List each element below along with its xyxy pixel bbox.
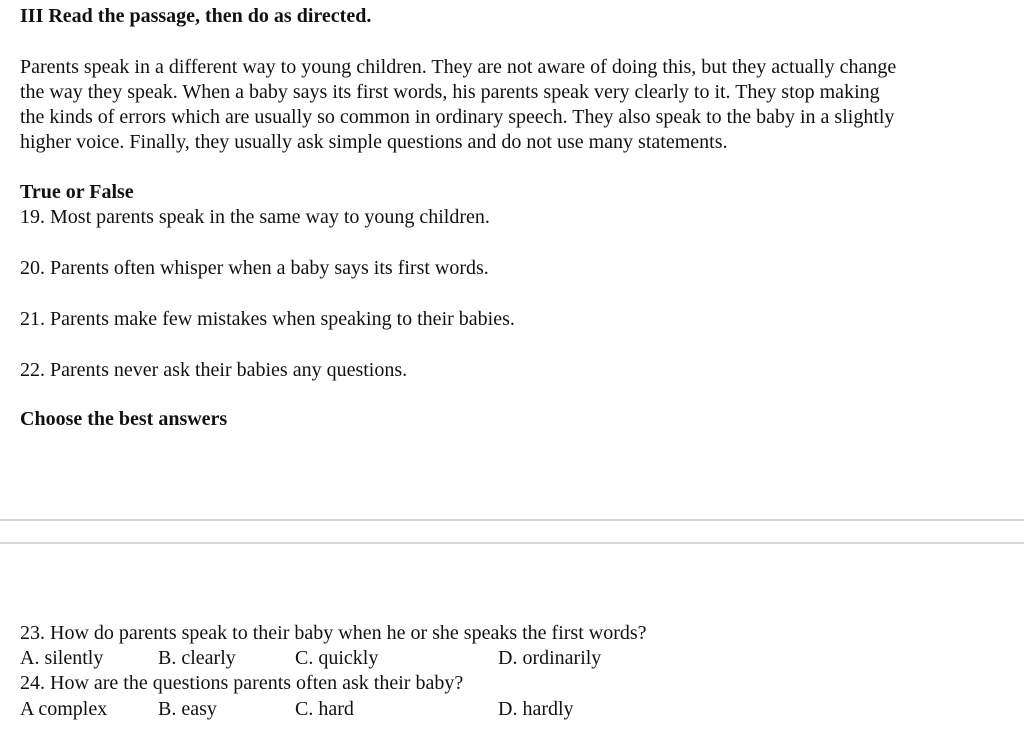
heading: III Read the passage, then do as directed. xyxy=(20,5,372,27)
option-d: D. ordinarily xyxy=(498,647,602,669)
passage-line: the way they speak. When a baby says its first words, his parents speak very clearly to it. They stop making xyxy=(20,81,880,103)
tf-item-19: 19. Most parents speak in the same way to young children. xyxy=(20,206,490,228)
option-c: C. quickly xyxy=(295,647,379,669)
option-a: A complex xyxy=(20,698,108,720)
tf-item-22: 22. Parents never ask their babies any questions. xyxy=(20,359,408,381)
passage-line: Parents speak in a different way to young children. They are not aware of doing this, but they actually change xyxy=(20,56,897,78)
option-b: B. clearly xyxy=(158,647,236,669)
passage-line: higher voice. Finally, they usually ask simple questions and do not use many statements. xyxy=(20,131,728,153)
true-false-title: True or False xyxy=(20,181,134,203)
mcq-question-23: 23. How do parents speak to their baby when he or she speaks the first words? xyxy=(20,622,647,644)
passage-line: the kinds of errors which are usually so common in ordinary speech. They also speak to the baby in a slightly xyxy=(20,106,895,128)
divider-top xyxy=(0,519,1024,521)
option-d: D. hardly xyxy=(498,698,574,720)
option-b: B. easy xyxy=(158,698,217,720)
tf-item-21: 21. Parents make few mistakes when speaking to their babies. xyxy=(20,308,515,330)
option-a: A. silently xyxy=(20,647,104,669)
option-c: C. hard xyxy=(295,698,354,720)
mcq-question-24: 24. How are the questions parents often ask their baby? xyxy=(20,672,464,694)
divider-bottom xyxy=(0,542,1024,544)
tf-item-20: 20. Parents often whisper when a baby says its first words. xyxy=(20,257,489,279)
choose-title: Choose the best answers xyxy=(20,408,228,430)
